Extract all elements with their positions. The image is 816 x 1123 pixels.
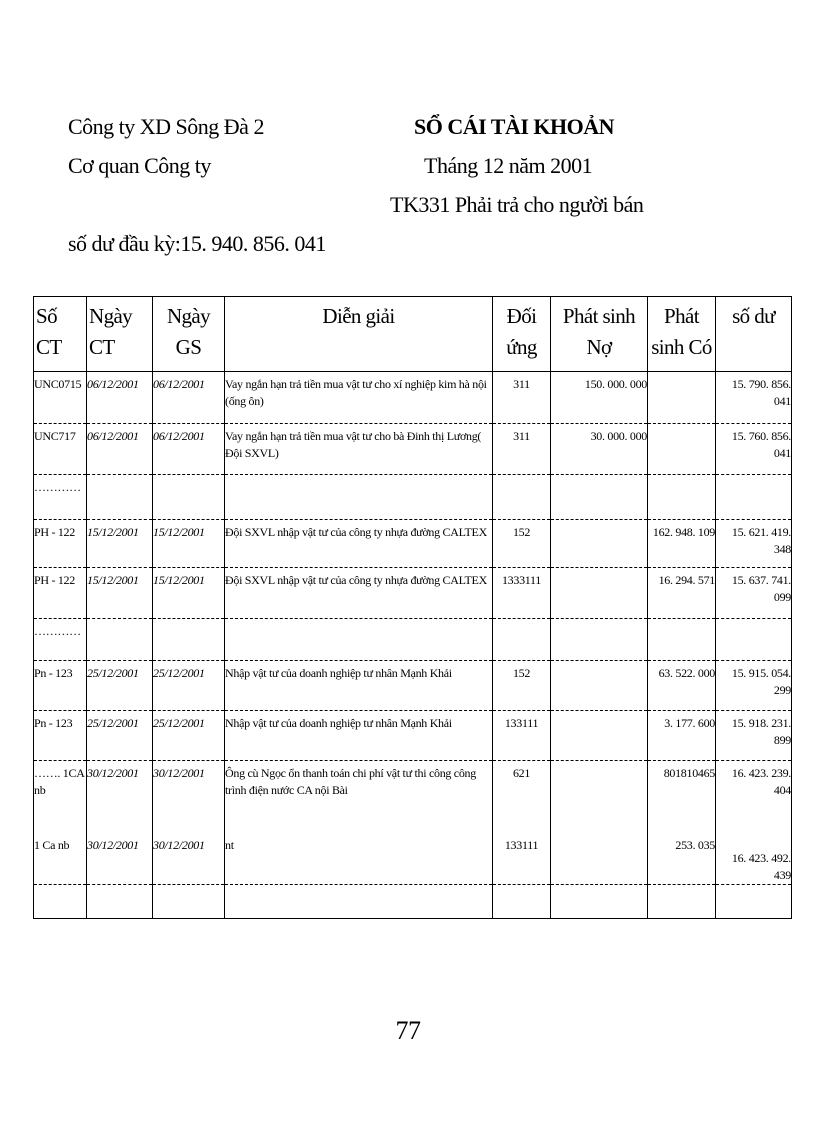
cell-doi-ung: 621: [493, 761, 551, 833]
cell-so-du: 15. 918. 231. 899: [716, 711, 792, 761]
cell-so-du: 15. 790. 856. 041: [716, 372, 792, 424]
cell-doi-ung: [493, 475, 551, 520]
table-row: [34, 833, 792, 885]
cell-ngay-gs: [153, 475, 225, 520]
cell-ngay-gs: 15/12/2001: [153, 520, 225, 568]
cell-so-ct: 1 Ca nb: [34, 833, 87, 885]
cell-dien-giai: Đội SXVL nhập vật tư của công ty nhựa đường CALTEX: [225, 568, 493, 619]
account-name: TK331 Phải trả cho người bán: [390, 192, 644, 217]
cell-ngay-ct: [87, 885, 153, 919]
cell-doi-ung: 133111: [493, 711, 551, 761]
cell-ngay-gs: 30/12/2001: [153, 761, 225, 833]
cell-ps-no: [551, 619, 648, 661]
cell-ps-no: [551, 520, 648, 568]
cell-so-ct: UNC717: [34, 424, 87, 475]
cell-ps-co: 253. 035: [648, 833, 716, 885]
col-header-so-ct: Số CT: [34, 297, 87, 372]
cell-ps-co: 162. 948. 109: [648, 520, 716, 568]
cell-so-ct: PH - 122: [34, 568, 87, 619]
cell-ps-co: [648, 885, 716, 919]
cell-ngay-gs: 15/12/2001: [153, 568, 225, 619]
cell-so-ct: UNC0715: [34, 372, 87, 424]
cell-dien-giai: [225, 885, 493, 919]
cell-doi-ung: 311: [493, 424, 551, 475]
cell-dien-giai: Ông cù Ngọc ổn thanh toán chi phí vật tư thi công công trình điện nước CA nội Bài: [225, 761, 493, 833]
cell-ngay-gs: 25/12/2001: [153, 661, 225, 711]
cell-ngay-ct: 25/12/2001: [87, 661, 153, 711]
cell-doi-ung: 133111: [493, 833, 551, 885]
cell-dien-giai: Nhập vật tư của doanh nghiệp tư nhân Mạnh Khải: [225, 661, 493, 711]
cell-dien-giai: Đội SXVL nhập vật tư của công ty nhựa đường CALTEX: [225, 520, 493, 568]
cell-doi-ung: 152: [493, 661, 551, 711]
cell-ngay-ct: [87, 475, 153, 520]
col-header-ps-co: Phát sinh Có: [648, 297, 716, 372]
table-row: [34, 520, 792, 568]
cell-ngay-gs: 06/12/2001: [153, 372, 225, 424]
col-header-dien-giai: Diễn giải: [225, 297, 493, 372]
office-name: Cơ quan Công ty: [68, 153, 211, 178]
cell-ngay-gs: [153, 885, 225, 919]
cell-ps-no: 30. 000. 000: [551, 424, 648, 475]
col-header-ps-no: Phát sinh Nợ: [551, 297, 648, 372]
company-name: Công ty XD Sông Đà 2: [68, 114, 264, 139]
table-row: [34, 761, 792, 833]
cell-so-ct: ……. 1CA nb: [34, 761, 87, 833]
cell-ps-co: 63. 522. 000: [648, 661, 716, 711]
table-row: [34, 424, 792, 475]
cell-so-du: 16. 423. 492. 439: [716, 833, 792, 885]
opening-balance: số dư đầu kỳ:15. 940. 856. 041: [68, 231, 326, 256]
cell-so-ct: Pn - 123: [34, 661, 87, 711]
cell-ps-no: [551, 475, 648, 520]
cell-so-du: 15. 760. 856. 041: [716, 424, 792, 475]
cell-so-du: 15. 915. 054. 299: [716, 661, 792, 711]
cell-ps-no: [551, 761, 648, 833]
cell-ps-co: [648, 475, 716, 520]
cell-so-du: [716, 885, 792, 919]
cell-ngay-gs: [153, 619, 225, 661]
table-row: [34, 885, 792, 919]
cell-dien-giai: [225, 619, 493, 661]
cell-ngay-ct: 30/12/2001: [87, 833, 153, 885]
cell-ps-co: [648, 372, 716, 424]
cell-so-ct: Pn - 123: [34, 711, 87, 761]
table-row: [34, 661, 792, 711]
table-header-row: [34, 297, 792, 372]
table-row: [34, 568, 792, 619]
cell-ps-no: [551, 661, 648, 711]
cell-ps-no: [551, 711, 648, 761]
cell-dien-giai: Vay ngắn hạn trả tiền mua vật tư cho bà Đinh thị Lương( Đội SXVL): [225, 424, 493, 475]
page-number: 77: [395, 1016, 421, 1045]
cell-so-ct: [34, 885, 87, 919]
cell-ps-co: 16. 294. 571: [648, 568, 716, 619]
cell-dien-giai: Vay ngắn hạn trả tiền mua vật tư cho xí nghiệp kim hà nội (ống ôn): [225, 372, 493, 424]
cell-dien-giai: Nhập vật tư của doanh nghiệp tư nhân Mạnh Khải: [225, 711, 493, 761]
cell-ps-no: [551, 568, 648, 619]
table-row: [34, 619, 792, 661]
cell-so-du: 16. 423. 239. 404: [716, 761, 792, 833]
cell-doi-ung: 1333111: [493, 568, 551, 619]
ledger-period: Tháng 12 năm 2001: [424, 153, 593, 178]
col-header-ngay-ct: Ngày CT: [87, 297, 153, 372]
cell-doi-ung: 152: [493, 520, 551, 568]
cell-so-du: [716, 475, 792, 520]
cell-so-du: 15. 637. 741. 099: [716, 568, 792, 619]
cell-ngay-gs: 25/12/2001: [153, 711, 225, 761]
cell-ngay-ct: 06/12/2001: [87, 424, 153, 475]
cell-doi-ung: [493, 885, 551, 919]
col-header-doi-ung: Đối ứng: [493, 297, 551, 372]
cell-ps-co: 3. 177. 600: [648, 711, 716, 761]
cell-ngay-ct: [87, 619, 153, 661]
cell-ps-no: 150. 000. 000: [551, 372, 648, 424]
cell-ngay-ct: 15/12/2001: [87, 568, 153, 619]
cell-so-ct: …………: [34, 475, 87, 520]
cell-so-du: [716, 619, 792, 661]
table-row: [34, 372, 792, 424]
cell-ngay-gs: 30/12/2001: [153, 833, 225, 885]
ledger-title: SỔ CÁI TÀI KHOẢN: [414, 114, 615, 139]
cell-ngay-ct: 25/12/2001: [87, 711, 153, 761]
cell-ngay-ct: 06/12/2001: [87, 372, 153, 424]
col-header-so-du: số dư: [716, 297, 792, 372]
cell-ps-no: [551, 833, 648, 885]
cell-ngay-gs: 06/12/2001: [153, 424, 225, 475]
cell-so-ct: …………: [34, 619, 87, 661]
cell-ps-co: 801810465: [648, 761, 716, 833]
col-header-ngay-gs: Ngày GS: [153, 297, 225, 372]
cell-doi-ung: [493, 619, 551, 661]
ledger-table: [33, 296, 792, 919]
cell-ngay-ct: 30/12/2001: [87, 761, 153, 833]
cell-ps-no: [551, 885, 648, 919]
cell-ps-co: [648, 619, 716, 661]
cell-doi-ung: 311: [493, 372, 551, 424]
table-row: [34, 711, 792, 761]
cell-dien-giai: nt: [225, 833, 493, 885]
cell-so-du: 15. 621. 419. 348: [716, 520, 792, 568]
cell-ps-co: [648, 424, 716, 475]
table-row: [34, 475, 792, 520]
cell-so-ct: PH - 122: [34, 520, 87, 568]
cell-dien-giai: [225, 475, 493, 520]
cell-ngay-ct: 15/12/2001: [87, 520, 153, 568]
